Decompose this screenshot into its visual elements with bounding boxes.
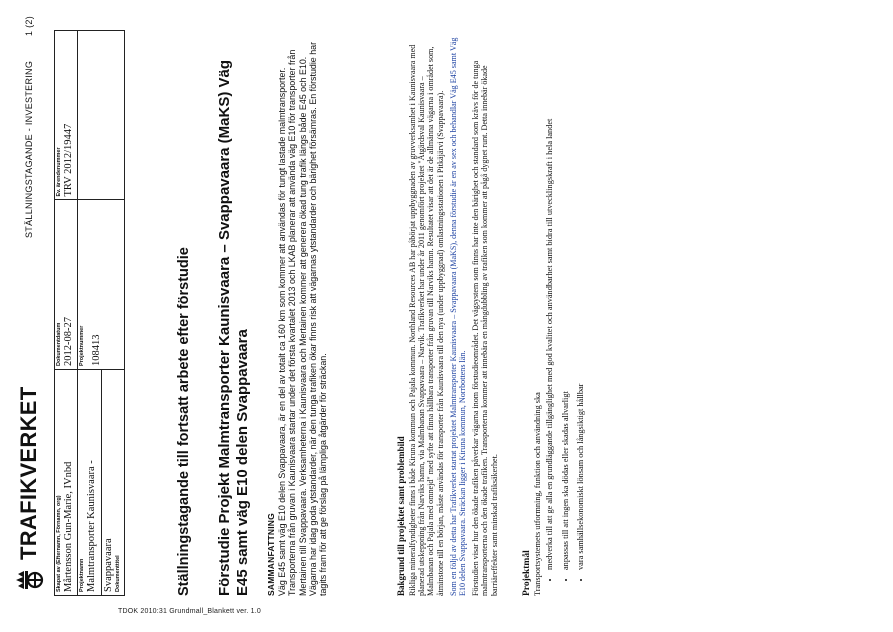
- goals-list: [545, 36, 585, 596]
- document-header: [24, 16, 34, 238]
- empty-cell: [78, 31, 125, 201]
- document-title: Ställningstagande till fortsatt arbete efter förstudie: [176, 247, 192, 596]
- author-label: Skapat av (Efternamn, Förnamn, org): [56, 495, 62, 592]
- date-cell: [55, 200, 78, 370]
- registration-cell: [55, 31, 78, 201]
- list-item: • anpassas till att ingen ska dödas eller skadas allvarligt: [561, 36, 570, 570]
- date-value: 2012-08-27: [63, 317, 74, 366]
- project-number-cell: [78, 200, 125, 370]
- goals-section: [522, 36, 592, 596]
- background-paragraph: Rikliga mineralfyndigheter finns i både Kiruna kommun och Pajala kommun. Northland Resources AB har påbörjat uppbyggnaden av gruvverksamhet i Kaunisvaara med planerad utskeppning från Narviks hamn, via Malmbanan Svappavaara – Narvik. Trafikverket har under år 2011 genomfört projektet "Åtgärdsval Kaunisvaara – Malmbanan och Pajala med omnejd" med syfte att finna hållbara transporter från gruvan till Narviks hamn. Resultatet visar att det är de allmänna vägarna i området som, åtminstone till en början, måste användas för transporter från Kaunisvaara till den nya (under uppbyggnad) omlastningsstationen i Pitkäjärvi (Svappavaara).: [408, 44, 445, 596]
- goals-heading: Projektmål: [522, 550, 532, 596]
- registration-value: TRV 2012/19447: [63, 123, 74, 197]
- author-value: Mårtensson Gun-Marie, IVnbd: [63, 461, 74, 592]
- summary-text: Väg E45 samt väg E10 delen Svappavaara, är en del av totalt ca 160 km som kommer att användas för tungt lastade malmtransporter. Transporterna från gruvan i Kaunisvaara startar under det första kvartalet 2013 och LKAB planerar att använda väg E10 för transporter från Mertainen till Svappavaara. Verksamheterna i Kaunisvaara och Mertainen kommer att generera ökad tung trafik längs både E45 och E10. Vägarna har idag goda ytstandarder, när den tunga trafiken ökar finns risk att vägarnas ytstandarder och bärighet försämras. En förstudie har tagits fram för att ge förslag på lämpliga åtgärder för sträckan.: [277, 41, 329, 596]
- trafikverket-logo: [14, 387, 44, 595]
- document-type: STÄLLNINGSTAGANDE - INVESTERING: [24, 60, 34, 238]
- doc-title-value: Svappavaara: [103, 538, 114, 592]
- metadata-row: [55, 31, 78, 596]
- main-heading: Förstudie Projekt Malmtransporter Kaunisvaara – Svappavaara (MaKS) Väg E45 samt väg E10 delen Svappavaara: [216, 59, 251, 596]
- background-heading: Bakgrund till projektet samt problembild: [396, 436, 406, 596]
- project-label: Projektnamn: [79, 558, 85, 592]
- author-cell: [55, 370, 78, 596]
- background-section: [396, 36, 503, 596]
- page-number: 1 (2): [24, 16, 34, 37]
- list-item: • vara samhällsekonomiskt lönsam och långsiktigt hållbar: [576, 36, 585, 570]
- registration-label: Ev. ärendenummer: [56, 147, 62, 197]
- background-paragraph: Som en följd av detta har Trafikverket startat projektet Malmtransporter Kaunisvaara – Svappavaara (MaKS), denna förstudie är en av sex och behandlar Väg E45 samt Väg E10 delen Svappavaara. Sträckan ligger i Kiruna kommun, Norrbottens län.: [448, 37, 468, 596]
- summary-section: [266, 36, 328, 596]
- metadata-table: [54, 30, 125, 596]
- project-number-label: Projektnummer: [79, 325, 85, 366]
- doc-title-label: Dokumenttitel: [115, 555, 121, 592]
- list-item: • medverka till att ge alla en grundläggande tillgänglighet med god kvalitet och användbarhet samt bidra till utvecklingskraft i hela landet: [545, 36, 554, 570]
- background-paragraph: Förstudien visar hur den ökade trafiken påverkar vägarna inom förstudieområdet. Det vägsystem som finns har inte den bärighet och standard som krävs för de tunga malmtransporterna och den ökade trafiken. Transporterna kommer att innebära en mångdubbling av trafiken som kommer att pågå dygnet runt. Detta innebär ökade barriäreffekter samt minskad trafiksäkerhet.: [471, 60, 499, 596]
- project-number-value: 108413: [91, 334, 102, 366]
- date-label: Dokumentdatum: [56, 322, 62, 366]
- metadata-row: [78, 31, 102, 596]
- project-value: Malmtransporter Kaunisvaara -: [86, 460, 97, 592]
- summary-heading: SAMMANFATTNING: [266, 513, 276, 596]
- goals-intro: Transportsystemets utformning, funktion och användning ska: [533, 392, 542, 596]
- logo-wordmark: TRAFIKVERKET: [16, 386, 41, 560]
- template-footer: TDOK 2010:31 Grundmall_Blankett ver. 1.0: [118, 608, 262, 615]
- doc-title-cell: [102, 370, 125, 596]
- project-cell: [78, 370, 102, 596]
- crown-emblem-icon: [14, 566, 44, 594]
